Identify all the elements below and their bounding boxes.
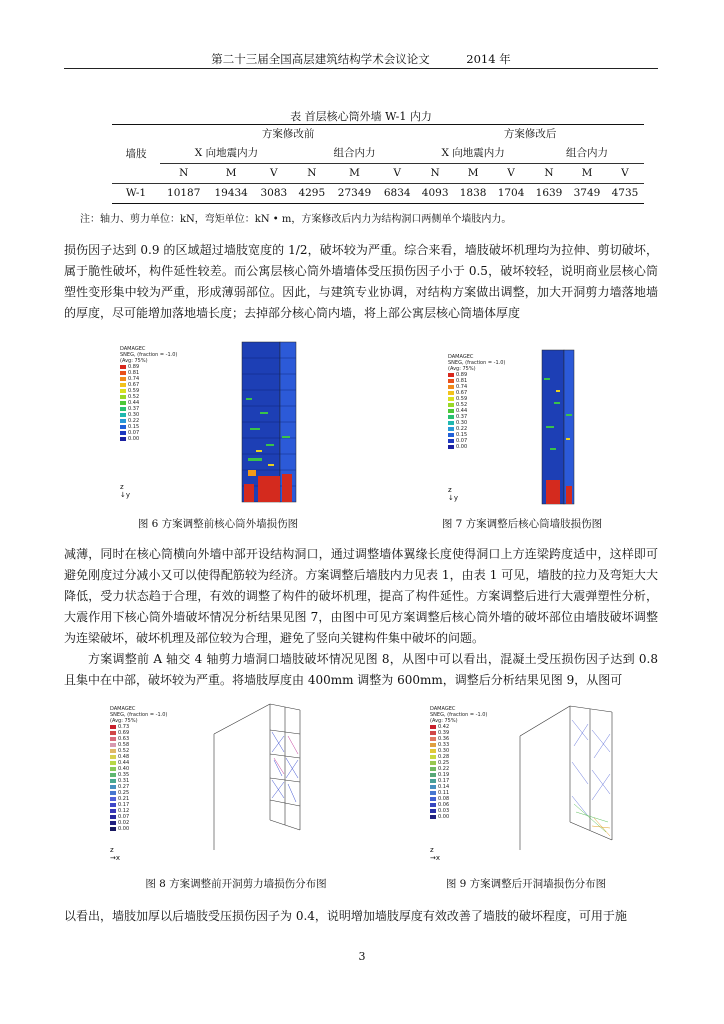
legend-swatch <box>110 821 116 825</box>
legend-swatch <box>120 407 126 411</box>
paragraph-2: 减薄，同时在核心筒横向外墙中部开设结构洞口，通过调整墙体翼缘长度使得洞口上方连梁跨度适中，这样即可避免刚度过分减小又可以使得配筋较为经济。方案调整后墙肢内力见表 1，由表 1 可见，墙肢的拉力及弯矩大大降低，受力状态趋于合理，有效的调整了构件的破坏机理，提高了构件延性。方案调整后进行大震弹塑性分析，大震作用下核心筒外墙破坏情况分析结果见图 7，由图中可见方案调整后核心筒外墙的破坏部位由墙肢破坏调整为连梁破坏，破坏机理及部位较为合理，避免了竖向关键构件集中破坏的问题。 <box>64 547 658 645</box>
legend-swatch <box>110 815 116 819</box>
legend-swatch <box>120 365 126 369</box>
legend-swatch <box>448 421 454 425</box>
axis-triad-icon: z →x <box>430 846 441 862</box>
legend-swatch <box>448 415 454 419</box>
axis-triad-icon: z ↓y <box>120 483 131 499</box>
legend-swatch <box>120 395 126 399</box>
legend-value: 0.74 <box>128 376 140 382</box>
legend-swatch <box>110 809 116 813</box>
legend-swatch <box>448 445 454 449</box>
figure-6 <box>118 338 318 506</box>
table-cell: 3749 <box>568 184 606 204</box>
legend-swatch <box>430 767 436 771</box>
legend-value: 0.22 <box>456 426 468 432</box>
legend-swatch <box>110 761 116 765</box>
legend-value: 0.15 <box>456 432 468 438</box>
legend-value: 0.89 <box>128 364 140 370</box>
legend-value: 0.17 <box>438 778 450 784</box>
legend-value: 0.59 <box>456 396 468 402</box>
row-label: W-1 <box>112 184 160 204</box>
legend-swatch <box>110 725 116 729</box>
legend-swatch <box>430 809 436 813</box>
col-header: M <box>454 164 492 184</box>
legend-swatch <box>448 391 454 395</box>
legend-swatch <box>120 401 126 405</box>
legend-value: 0.35 <box>118 772 130 778</box>
col-header: V <box>255 164 293 184</box>
legend-value: 0.58 <box>118 742 130 748</box>
legend-value: 0.30 <box>456 420 468 426</box>
row-header: 墙肢 <box>112 125 160 184</box>
legend-value: 0.28 <box>438 754 450 760</box>
table-note: 注：轴力、剪力单位：kN，弯矩单位：kN • m，方案修改后内力为结构洞口两侧单个墙肢内力。 <box>80 214 512 225</box>
legend-swatch <box>430 737 436 741</box>
legend-value: 0.52 <box>128 394 140 400</box>
legend-value: 0.67 <box>456 390 468 396</box>
legend-swatch <box>448 409 454 413</box>
running-header: 第二十三届全国高层建筑结构学术会议论文 2014 年 <box>64 50 658 69</box>
legend-value: 0.40 <box>118 766 130 772</box>
legend-value: 0.36 <box>438 736 450 742</box>
legend-value: 0.44 <box>128 400 140 406</box>
legend-swatch <box>448 403 454 407</box>
legend-value: 0.14 <box>438 784 450 790</box>
figure-9-caption: 图 9 方案调整后开洞墙损伤分布图 <box>445 878 607 890</box>
col-header: V <box>378 164 416 184</box>
legend-value: 0.48 <box>118 754 130 760</box>
legend-value: 0.11 <box>438 790 450 796</box>
legend-swatch <box>110 731 116 735</box>
legend-value: 0.07 <box>128 430 140 436</box>
legend-swatch <box>120 431 126 435</box>
legend-swatch <box>110 803 116 807</box>
legend-swatch <box>448 439 454 443</box>
col-header: N <box>416 164 454 184</box>
legend-swatch <box>430 779 436 783</box>
legend-value: 0.03 <box>438 808 450 814</box>
legend-swatch <box>110 779 116 783</box>
legend-swatch <box>430 755 436 759</box>
col-header: N <box>293 164 331 184</box>
legend-value: 0.39 <box>438 730 450 736</box>
table-cell: 3083 <box>255 184 293 204</box>
legend-value: 0.07 <box>118 814 130 820</box>
internal-force-table <box>112 124 644 204</box>
legend-value: 0.44 <box>456 408 468 414</box>
legend-swatch <box>448 379 454 383</box>
legend-value: 0.17 <box>118 802 130 808</box>
paragraph-3: 方案调整前 A 轴交 4 轴剪力墙洞口墙肢破坏情况见图 8，从图中可以看出，混凝土受压损伤因子达到 0.8 且集中在中部，破坏较为严重。将墙肢厚度由 400mm 调整为 600mm，调整后分析结果见图 9，从图可 <box>64 652 658 687</box>
legend-value: 0.08 <box>438 796 450 802</box>
legend-value: 0.31 <box>118 778 130 784</box>
legend-value: 0.00 <box>456 444 468 450</box>
legend-value: 0.00 <box>128 436 140 442</box>
table-cell: 27349 <box>331 184 378 204</box>
legend-swatch <box>120 419 126 423</box>
legend-swatch <box>110 785 116 789</box>
legend-value: 0.30 <box>438 748 450 754</box>
legend-value: 0.25 <box>438 760 450 766</box>
legend-swatch <box>448 397 454 401</box>
legend-value: 0.73 <box>118 724 130 730</box>
group-after: 方案修改后 <box>416 125 644 145</box>
figure-7-caption: 图 7 方案调整后核心筒墙肢损伤图 <box>441 518 603 530</box>
paragraph-1: 损伤因子达到 0.9 的区域超过墙肢宽度的 1/2，破坏较为严重。综合来看，墙肢破坏机理均为拉伸、剪切破坏，属于脆性破坏，构件延性较差。而公寓层核心筒外墙墙体受压损伤因子小于 0.5，破坏较轻，说明商业层核心筒塑性变形集中较为严重，形成薄弱部位。因此，与建筑专业协调，对结构方案做出调整，加大开洞剪力墙落地墙的厚度，尽可能增加落地墙长度；去掉部分核心筒内墙，将上部公寓层核心筒墙体厚度 <box>64 243 658 320</box>
figure-7 <box>446 348 606 508</box>
legend-swatch <box>430 791 436 795</box>
legend-value: 0.25 <box>118 790 130 796</box>
sub-combo-before: 组合内力 <box>293 144 416 164</box>
legend-swatch <box>110 827 116 831</box>
legend-swatch <box>120 413 126 417</box>
legend-swatch <box>110 749 116 753</box>
table-cell: 10187 <box>160 184 207 204</box>
legend-entry <box>110 826 167 832</box>
axis-triad-icon: z ↓y <box>448 486 459 502</box>
legend-value: 0.27 <box>118 784 130 790</box>
legend-value: 0.19 <box>438 772 450 778</box>
table-cell: 4295 <box>293 184 331 204</box>
paragraph-4: 以看出，墙肢加厚以后墙肢受压损伤因子为 0.4，说明增加墙肢厚度有效改善了墙肢的破坏程度，可用于施 <box>64 909 627 923</box>
table-cell: 1704 <box>492 184 530 204</box>
legend-value: 0.00 <box>438 814 450 820</box>
legend-swatch <box>110 743 116 747</box>
page-number: 3 <box>358 950 366 963</box>
legend-entry <box>448 444 505 450</box>
table-caption: 表 首层核心筒外墙 W-1 内力 <box>290 110 432 123</box>
legend-swatch <box>430 761 436 765</box>
legend-swatch <box>430 743 436 747</box>
col-header: V <box>606 164 644 184</box>
legend-swatch <box>448 373 454 377</box>
legend-value: 0.69 <box>118 730 130 736</box>
legend-value: 0.21 <box>118 796 130 802</box>
fig9-legend: DAMAGEC SNEG, (fraction = -1.0) (Avg: 75%) 0.42 0.39 0.36 0.33 0.30 0.28 0.25 0.22 0.19 0.17 0.14 0.11 0.08 0.06 0.03 0.00 <box>430 706 488 820</box>
legend-swatch <box>110 767 116 771</box>
legend-value: 0.59 <box>128 388 140 394</box>
legend-swatch <box>120 371 126 375</box>
col-header: M <box>207 164 254 184</box>
legend-swatch <box>430 803 436 807</box>
fig8-wall-model <box>210 700 330 860</box>
legend-swatch <box>110 797 116 801</box>
legend-value: 0.07 <box>456 438 468 444</box>
legend-value: 0.30 <box>128 412 140 418</box>
legend-value: 0.74 <box>456 384 468 390</box>
legend-value: 0.81 <box>128 370 140 376</box>
legend-swatch <box>448 433 454 437</box>
col-header: M <box>568 164 606 184</box>
legend-value: 0.22 <box>128 418 140 424</box>
legend-value: 0.06 <box>438 802 450 808</box>
legend-value: 0.89 <box>456 372 468 378</box>
legend-value: 0.67 <box>128 382 140 388</box>
figure-6-caption: 图 6 方案调整前核心筒外墙损伤图 <box>137 518 299 530</box>
legend-swatch <box>110 791 116 795</box>
table-cell: 4093 <box>416 184 454 204</box>
legend-swatch <box>430 797 436 801</box>
col-header: V <box>492 164 530 184</box>
legend-entry <box>430 814 487 820</box>
legend-swatch <box>430 785 436 789</box>
legend-value: 0.63 <box>118 736 130 742</box>
legend-value: 0.02 <box>118 820 130 826</box>
figure-9 <box>430 700 630 868</box>
legend-swatch <box>110 755 116 759</box>
table-cell: 1639 <box>530 184 568 204</box>
legend-swatch <box>430 815 436 819</box>
fig7-core-tube-model <box>536 348 586 508</box>
col-header: N <box>530 164 568 184</box>
legend-value: 0.81 <box>456 378 468 384</box>
legend-swatch <box>120 377 126 381</box>
table-cell: 6834 <box>378 184 416 204</box>
group-before: 方案修改前 <box>160 125 416 145</box>
fig6-core-tube-model <box>236 338 304 506</box>
legend-value: 0.33 <box>438 742 450 748</box>
fig6-legend: DAMAGEC SNEG, (fraction = -1.0) (Avg: 75%) 0.89 0.81 0.74 0.67 0.59 0.52 0.44 0.37 0.30 0.22 0.15 0.07 0.00 <box>120 346 178 442</box>
legend-swatch <box>120 437 126 441</box>
legend-swatch <box>120 389 126 393</box>
legend-swatch <box>120 425 126 429</box>
figure-8-caption: 图 8 方案调整前开洞剪力墙损伤分布图 <box>145 878 327 890</box>
legend-swatch <box>430 725 436 729</box>
col-header: N <box>160 164 207 184</box>
legend-value: 0.15 <box>128 424 140 430</box>
fig7-legend: DAMAGEC SNEG, (fraction = -1.0) (Avg: 75%) 0.89 0.81 0.74 0.67 0.59 0.52 0.44 0.37 0.30 0.22 0.15 0.07 0.00 <box>448 354 506 450</box>
axis-triad-icon: z →x <box>110 846 121 862</box>
table-cell: 19434 <box>207 184 254 204</box>
legend-value: 0.00 <box>118 826 130 832</box>
sub-x-after: X 向地震内力 <box>416 144 530 164</box>
table-cell: 4735 <box>606 184 644 204</box>
legend-value: 0.37 <box>128 406 140 412</box>
legend-value: 0.42 <box>438 724 450 730</box>
table-cell: 1838 <box>454 184 492 204</box>
legend-swatch <box>448 427 454 431</box>
legend-swatch <box>430 731 436 735</box>
legend-entry <box>120 436 177 442</box>
legend-swatch <box>110 737 116 741</box>
fig8-legend: DAMAGEC SNEG, (fraction = -1.0) (Avg: 75%) 0.73 0.69 0.63 0.58 0.52 0.48 0.44 0.40 0.35 0.31 0.27 0.25 0.21 0.17 0.12 0.07 0.02 0.00 <box>110 706 168 832</box>
legend-swatch <box>110 773 116 777</box>
legend-swatch <box>120 383 126 387</box>
legend-swatch <box>430 773 436 777</box>
fig9-wall-model <box>516 700 626 860</box>
legend-value: 0.37 <box>456 414 468 420</box>
col-header: M <box>331 164 378 184</box>
legend-swatch <box>430 749 436 753</box>
legend-swatch <box>448 385 454 389</box>
legend-value: 0.44 <box>118 760 130 766</box>
legend-value: 0.52 <box>456 402 468 408</box>
figure-8 <box>110 700 340 868</box>
legend-value: 0.22 <box>438 766 450 772</box>
sub-combo-after: 组合内力 <box>530 144 644 164</box>
legend-value: 0.52 <box>118 748 130 754</box>
legend-value: 0.12 <box>118 808 130 814</box>
sub-x-before: X 向地震内力 <box>160 144 293 164</box>
